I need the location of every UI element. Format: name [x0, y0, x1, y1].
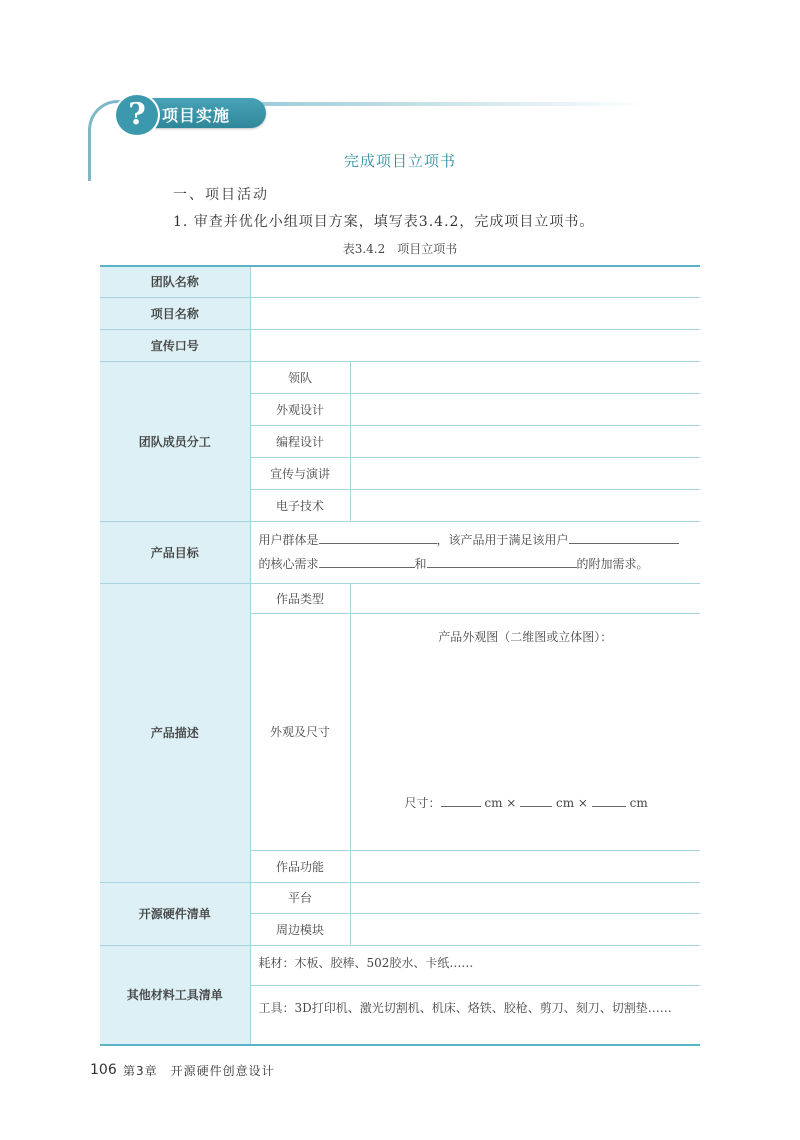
platform-field[interactable]	[350, 882, 700, 913]
role-field[interactable]	[350, 457, 700, 489]
hardware-list-label: 开源硬件清单	[100, 882, 250, 945]
goal-text: ，该产品用于满足该用户	[436, 533, 569, 547]
work-type-field[interactable]	[350, 583, 700, 613]
role-field[interactable]	[350, 425, 700, 457]
tools-field[interactable]	[250, 985, 700, 1045]
size-line	[405, 794, 648, 811]
blank-line[interactable]	[319, 531, 437, 544]
work-function-label: 作品功能	[250, 850, 350, 882]
other-materials-label: 其他材料工具清单	[100, 945, 250, 1045]
blank-line[interactable]	[520, 794, 552, 807]
banner-decoration-line	[252, 102, 652, 106]
consumables-field[interactable]	[250, 945, 700, 985]
size-unit: cm ×	[555, 795, 588, 810]
size-unit: cm	[629, 795, 648, 810]
goal-text: 的附加需求。	[576, 557, 649, 571]
goal-text: 的核心需求	[258, 557, 319, 571]
document-title: 完成项目立项书	[343, 152, 456, 170]
product-description-label: 产品描述	[100, 583, 250, 882]
chapter-label: 第3章 开源硬件创意设计	[123, 1064, 275, 1078]
team-name-field[interactable]	[250, 266, 700, 297]
page-number: 106	[90, 1062, 117, 1078]
team-name-label: 团队名称	[100, 266, 250, 297]
role-field[interactable]	[350, 361, 700, 393]
consumables-text: 耗材：木板、胶棒、502胶水、卡纸……	[258, 955, 474, 970]
banner-title: 项目实施	[162, 106, 231, 125]
blank-line[interactable]	[592, 794, 626, 807]
peripheral-modules-label: 周边模块	[250, 913, 350, 945]
size-unit: cm ×	[484, 795, 517, 810]
role-label: 外观设计	[250, 393, 350, 425]
blank-line[interactable]	[427, 555, 577, 568]
sketch-label: 产品外观图（二维图或立体图）：	[438, 629, 613, 644]
platform-label: 平台	[250, 882, 350, 913]
role-label: 领队	[250, 361, 350, 393]
blank-line[interactable]	[569, 531, 679, 544]
project-name-field[interactable]	[250, 297, 700, 329]
role-field[interactable]	[350, 393, 700, 425]
role-label: 编程设计	[250, 425, 350, 457]
work-function-field[interactable]	[350, 850, 700, 882]
appearance-sketch-field[interactable]	[350, 613, 700, 850]
goal-text: 用户群体是	[258, 533, 319, 547]
question-mark-icon: ?	[114, 93, 160, 137]
project-proposal-table	[100, 265, 700, 1046]
table-caption: 表3.4.2 项目立项书	[342, 242, 458, 256]
work-type-label: 作品类型	[250, 583, 350, 613]
roles-label: 团队成员分工	[100, 361, 250, 521]
project-name-label: 项目名称	[100, 297, 250, 329]
instruction-text: 1. 审查并优化小组项目方案，填写表3.4.2，完成项目立项书。	[173, 214, 595, 230]
goal-text: 和	[414, 557, 427, 571]
role-label: 电子技术	[250, 489, 350, 521]
peripheral-modules-field[interactable]	[350, 913, 700, 945]
appearance-size-label: 外观及尺寸	[250, 613, 350, 850]
role-field[interactable]	[350, 489, 700, 521]
role-label: 宣传与演讲	[250, 457, 350, 489]
slogan-field[interactable]	[250, 329, 700, 361]
tools-text: 工具：3D打印机、激光切割机、机床、烙铁、胶枪、剪刀、刻刀、切割垫……	[258, 1000, 672, 1015]
slogan-label: 宣传口号	[100, 329, 250, 361]
product-goal-field[interactable]	[250, 521, 700, 583]
product-goal-label: 产品目标	[100, 521, 250, 583]
size-prefix: 尺寸：	[404, 795, 441, 810]
blank-line[interactable]	[441, 794, 481, 807]
blank-line[interactable]	[319, 555, 415, 568]
section-heading: 一、项目活动	[173, 187, 269, 203]
